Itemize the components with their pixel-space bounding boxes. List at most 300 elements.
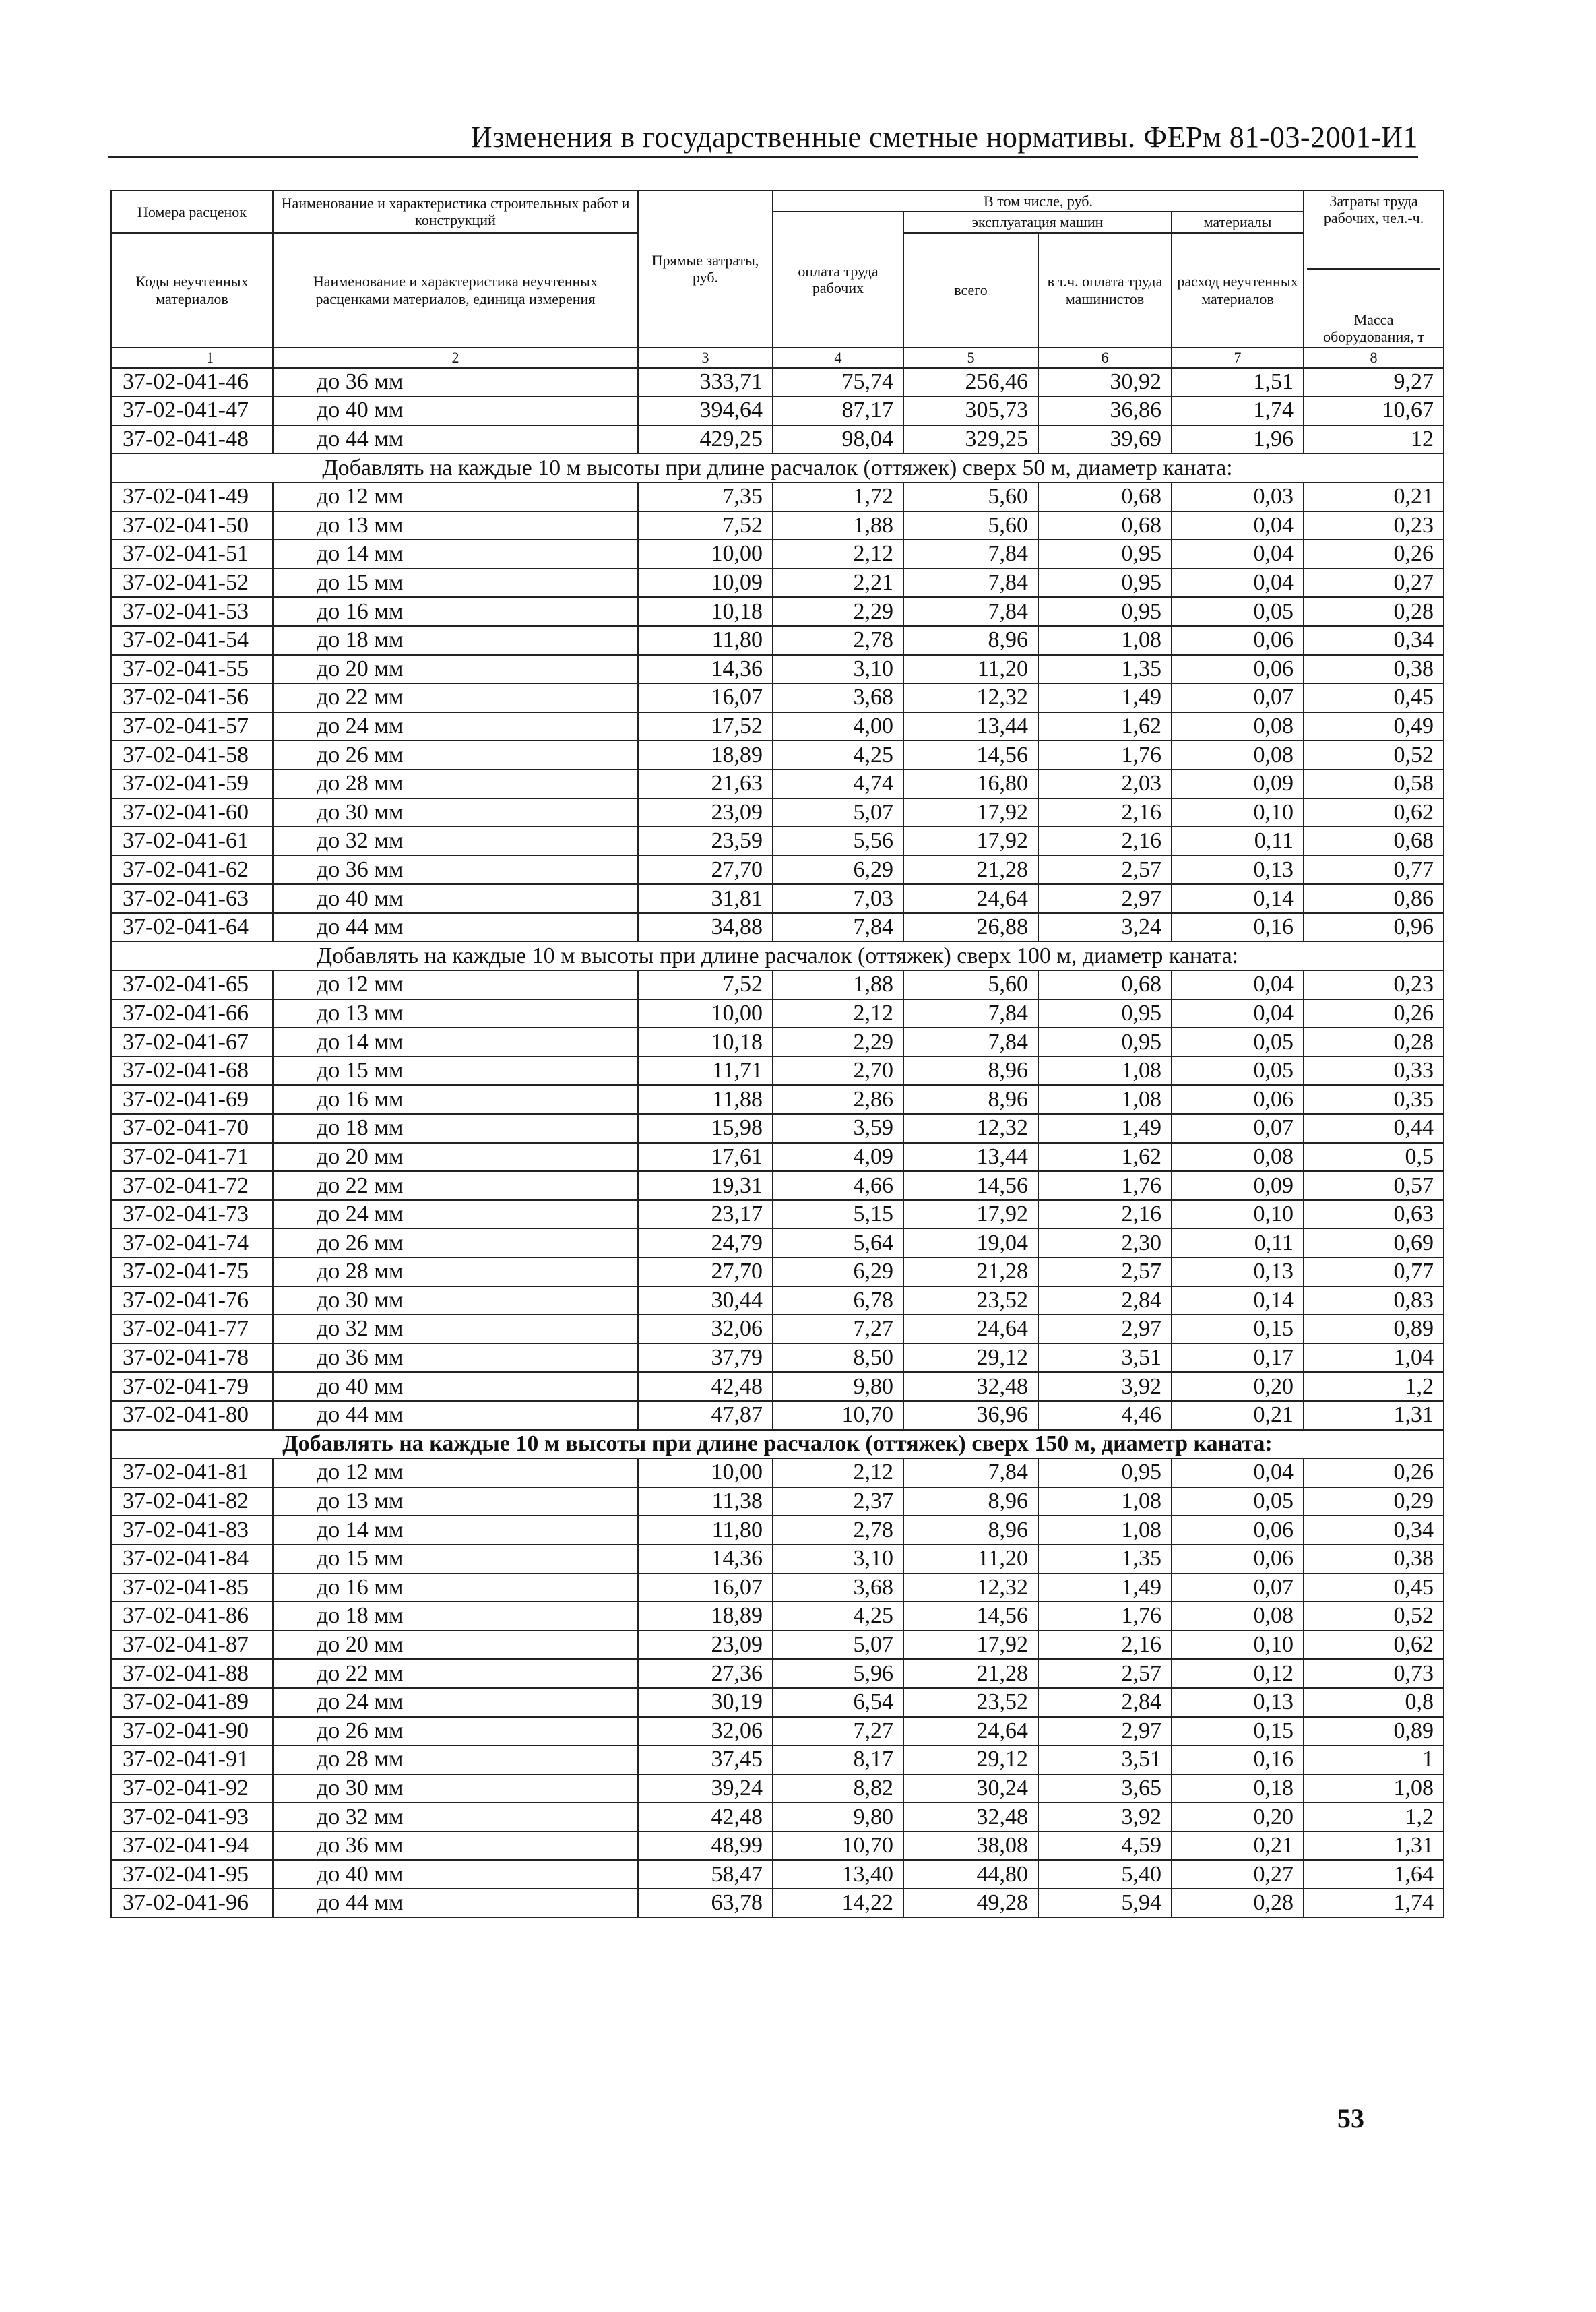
materials-cell: 0,06 xyxy=(1172,1516,1304,1544)
worker-pay-cell: 5,07 xyxy=(773,799,903,827)
materials-cell: 0,05 xyxy=(1172,597,1304,626)
labor-cell: 0,77 xyxy=(1304,1257,1444,1286)
worker-pay-cell: 1,72 xyxy=(773,482,903,511)
machinists-pay-cell: 3,51 xyxy=(1038,1344,1172,1373)
rate-code-cell: 37-02-041-92 xyxy=(111,1774,273,1803)
direct-costs-cell: 47,87 xyxy=(638,1401,773,1430)
materials-cell: 0,07 xyxy=(1172,683,1304,712)
direct-costs-cell: 7,52 xyxy=(638,511,773,540)
machinists-pay-cell: 1,08 xyxy=(1038,1057,1172,1086)
table-row xyxy=(111,1286,1444,1315)
labor-cell: 0,52 xyxy=(1304,1602,1444,1631)
table-row xyxy=(111,1028,1444,1057)
rate-code-cell: 37-02-041-89 xyxy=(111,1688,273,1717)
labor-cell: 0,63 xyxy=(1304,1200,1444,1229)
worker-pay-cell: 3,10 xyxy=(773,1544,903,1573)
machinists-pay-cell: 1,62 xyxy=(1038,712,1172,741)
materials-cell: 0,05 xyxy=(1172,1487,1304,1516)
column-number: 7 xyxy=(1172,348,1304,368)
worker-pay-cell: 2,21 xyxy=(773,569,903,598)
materials-cell: 0,08 xyxy=(1172,741,1304,770)
materials-cell: 0,04 xyxy=(1172,540,1304,569)
table-row xyxy=(111,1717,1444,1746)
column-number: 1 xyxy=(111,348,273,368)
item-name-cell: до 24 мм xyxy=(273,1688,638,1717)
rate-code-cell: 37-02-041-57 xyxy=(111,712,273,741)
header-material-use: расход неучтенных материалов xyxy=(1172,233,1304,348)
rate-code-cell: 37-02-041-48 xyxy=(111,425,273,454)
item-name-cell: до 44 мм xyxy=(273,425,638,454)
materials-cell: 0,12 xyxy=(1172,1659,1304,1688)
labor-cell: 0,58 xyxy=(1304,770,1444,799)
worker-pay-cell: 6,29 xyxy=(773,856,903,885)
materials-cell: 0,13 xyxy=(1172,1688,1304,1717)
table-row xyxy=(111,1114,1444,1143)
labor-cell: 1,08 xyxy=(1304,1774,1444,1803)
item-name-cell: до 28 мм xyxy=(273,1745,638,1774)
rate-code-cell: 37-02-041-84 xyxy=(111,1544,273,1573)
direct-costs-cell: 30,44 xyxy=(638,1286,773,1315)
materials-cell: 0,07 xyxy=(1172,1573,1304,1602)
labor-cell: 0,35 xyxy=(1304,1085,1444,1114)
machines-total-cell: 21,28 xyxy=(903,1659,1038,1688)
worker-pay-cell: 9,80 xyxy=(773,1372,903,1401)
table-row xyxy=(111,1085,1444,1114)
direct-costs-cell: 10,09 xyxy=(638,569,773,598)
table-row xyxy=(111,396,1444,425)
item-name-cell: до 22 мм xyxy=(273,1171,638,1200)
rate-code-cell: 37-02-041-66 xyxy=(111,999,273,1028)
direct-costs-cell: 333,71 xyxy=(638,368,773,397)
item-name-cell: до 22 мм xyxy=(273,683,638,712)
labor-cell: 0,38 xyxy=(1304,655,1444,684)
direct-costs-cell: 23,17 xyxy=(638,1200,773,1229)
materials-cell: 1,96 xyxy=(1172,425,1304,454)
worker-pay-cell: 3,68 xyxy=(773,683,903,712)
materials-cell: 0,05 xyxy=(1172,1057,1304,1086)
machinists-pay-cell: 1,35 xyxy=(1038,655,1172,684)
table-row xyxy=(111,1057,1444,1086)
machinists-pay-cell: 2,57 xyxy=(1038,856,1172,885)
item-name-cell: до 16 мм xyxy=(273,597,638,626)
machinists-pay-cell: 3,24 xyxy=(1038,913,1172,942)
machinists-pay-cell: 3,51 xyxy=(1038,1745,1172,1774)
rate-code-cell: 37-02-041-96 xyxy=(111,1889,273,1918)
machines-total-cell: 26,88 xyxy=(903,913,1038,942)
machines-total-cell: 5,60 xyxy=(903,482,1038,511)
direct-costs-cell: 58,47 xyxy=(638,1860,773,1889)
item-name-cell: до 26 мм xyxy=(273,1717,638,1746)
direct-costs-cell: 7,52 xyxy=(638,970,773,999)
machinists-pay-cell: 1,76 xyxy=(1038,1602,1172,1631)
machinists-pay-cell: 3,65 xyxy=(1038,1774,1172,1803)
direct-costs-cell: 7,35 xyxy=(638,482,773,511)
item-name-cell: до 36 мм xyxy=(273,856,638,885)
machinists-pay-cell: 2,97 xyxy=(1038,884,1172,913)
worker-pay-cell: 7,03 xyxy=(773,884,903,913)
rate-code-cell: 37-02-041-85 xyxy=(111,1573,273,1602)
table-row xyxy=(111,511,1444,540)
machinists-pay-cell: 1,08 xyxy=(1038,1085,1172,1114)
rate-code-cell: 37-02-041-67 xyxy=(111,1028,273,1057)
direct-costs-cell: 429,25 xyxy=(638,425,773,454)
machinists-pay-cell: 1,62 xyxy=(1038,1143,1172,1172)
item-name-cell: до 14 мм xyxy=(273,1516,638,1544)
item-name-cell: до 14 мм xyxy=(273,1028,638,1057)
machines-total-cell: 8,96 xyxy=(903,626,1038,655)
direct-costs-cell: 10,00 xyxy=(638,1458,773,1487)
direct-costs-cell: 24,79 xyxy=(638,1228,773,1257)
rate-code-cell: 37-02-041-62 xyxy=(111,856,273,885)
labor-cell: 1,64 xyxy=(1304,1860,1444,1889)
rates-table xyxy=(110,190,1444,1918)
table-row xyxy=(111,827,1444,856)
worker-pay-cell: 14,22 xyxy=(773,1889,903,1918)
machines-total-cell: 7,84 xyxy=(903,1028,1038,1057)
machines-total-cell: 32,48 xyxy=(903,1372,1038,1401)
worker-pay-cell: 2,78 xyxy=(773,626,903,655)
table-row xyxy=(111,425,1444,454)
machines-total-cell: 17,92 xyxy=(903,1631,1038,1660)
table-row xyxy=(111,1344,1444,1373)
worker-pay-cell: 10,70 xyxy=(773,1832,903,1861)
worker-pay-cell: 75,74 xyxy=(773,368,903,397)
materials-cell: 0,04 xyxy=(1172,970,1304,999)
direct-costs-cell: 27,36 xyxy=(638,1659,773,1688)
direct-costs-cell: 31,81 xyxy=(638,884,773,913)
machinists-pay-cell: 2,03 xyxy=(1038,770,1172,799)
materials-cell: 0,09 xyxy=(1172,1171,1304,1200)
item-name-cell: до 28 мм xyxy=(273,770,638,799)
worker-pay-cell: 2,29 xyxy=(773,1028,903,1057)
table-row xyxy=(111,1774,1444,1803)
materials-cell: 0,20 xyxy=(1172,1803,1304,1832)
machinists-pay-cell: 2,97 xyxy=(1038,1717,1172,1746)
labor-cell: 1,2 xyxy=(1304,1803,1444,1832)
column-number: 4 xyxy=(773,348,903,368)
header-equipment-mass: Масса оборудования, т xyxy=(1323,311,1424,346)
direct-costs-cell: 11,88 xyxy=(638,1085,773,1114)
item-name-cell: до 26 мм xyxy=(273,741,638,770)
item-name-cell: до 32 мм xyxy=(273,1803,638,1832)
labor-cell: 0,73 xyxy=(1304,1659,1444,1688)
labor-cell: 1,04 xyxy=(1304,1344,1444,1373)
direct-costs-cell: 10,00 xyxy=(638,999,773,1028)
worker-pay-cell: 3,59 xyxy=(773,1114,903,1143)
rate-code-cell: 37-02-041-68 xyxy=(111,1057,273,1086)
labor-cell: 0,28 xyxy=(1304,1028,1444,1057)
machines-total-cell: 305,73 xyxy=(903,396,1038,425)
machinists-pay-cell: 1,08 xyxy=(1038,626,1172,655)
rate-code-cell: 37-02-041-86 xyxy=(111,1602,273,1631)
worker-pay-cell: 10,70 xyxy=(773,1401,903,1430)
materials-cell: 0,10 xyxy=(1172,1200,1304,1229)
machines-total-cell: 29,12 xyxy=(903,1344,1038,1373)
worker-pay-cell: 2,29 xyxy=(773,597,903,626)
machinists-pay-cell: 0,95 xyxy=(1038,1458,1172,1487)
item-name-cell: до 32 мм xyxy=(273,1315,638,1344)
rate-code-cell: 37-02-041-60 xyxy=(111,799,273,827)
machines-total-cell: 12,32 xyxy=(903,1573,1038,1602)
item-name-cell: до 44 мм xyxy=(273,1889,638,1918)
machinists-pay-cell: 1,76 xyxy=(1038,741,1172,770)
direct-costs-cell: 11,38 xyxy=(638,1487,773,1516)
rate-code-cell: 37-02-041-69 xyxy=(111,1085,273,1114)
machines-total-cell: 38,08 xyxy=(903,1832,1038,1861)
labor-cell: 0,62 xyxy=(1304,1631,1444,1660)
worker-pay-cell: 98,04 xyxy=(773,425,903,454)
item-name-cell: до 36 мм xyxy=(273,1344,638,1373)
direct-costs-cell: 10,00 xyxy=(638,540,773,569)
direct-costs-cell: 37,79 xyxy=(638,1344,773,1373)
table-row xyxy=(111,569,1444,598)
table-row xyxy=(111,1860,1444,1889)
machines-total-cell: 32,48 xyxy=(903,1803,1038,1832)
rate-code-cell: 37-02-041-90 xyxy=(111,1717,273,1746)
worker-pay-cell: 5,64 xyxy=(773,1228,903,1257)
worker-pay-cell: 8,82 xyxy=(773,1774,903,1803)
table-row xyxy=(111,1889,1444,1918)
labor-cell: 0,8 xyxy=(1304,1688,1444,1717)
labor-cell: 12 xyxy=(1304,425,1444,454)
table-row xyxy=(111,1659,1444,1688)
direct-costs-cell: 17,52 xyxy=(638,712,773,741)
table-row xyxy=(111,368,1444,397)
table-row xyxy=(111,1171,1444,1200)
machines-total-cell: 14,56 xyxy=(903,1602,1038,1631)
item-name-cell: до 40 мм xyxy=(273,884,638,913)
materials-cell: 0,04 xyxy=(1172,999,1304,1028)
rate-code-cell: 37-02-041-47 xyxy=(111,396,273,425)
labor-cell: 0,44 xyxy=(1304,1114,1444,1143)
table-row xyxy=(111,1315,1444,1344)
table-row xyxy=(111,540,1444,569)
section-heading-row xyxy=(111,1430,1444,1459)
direct-costs-cell: 10,18 xyxy=(638,597,773,626)
item-name-cell: до 16 мм xyxy=(273,1573,638,1602)
materials-cell: 0,07 xyxy=(1172,1114,1304,1143)
materials-cell: 1,51 xyxy=(1172,368,1304,397)
materials-cell: 0,28 xyxy=(1172,1889,1304,1918)
table-row xyxy=(111,482,1444,511)
worker-pay-cell: 5,56 xyxy=(773,827,903,856)
direct-costs-cell: 32,06 xyxy=(638,1315,773,1344)
direct-costs-cell: 14,36 xyxy=(638,655,773,684)
table-row xyxy=(111,1200,1444,1229)
worker-pay-cell: 7,27 xyxy=(773,1315,903,1344)
machinists-pay-cell: 0,68 xyxy=(1038,482,1172,511)
materials-cell: 0,09 xyxy=(1172,770,1304,799)
rate-code-cell: 37-02-041-49 xyxy=(111,482,273,511)
item-name-cell: до 30 мм xyxy=(273,1286,638,1315)
direct-costs-cell: 11,71 xyxy=(638,1057,773,1086)
worker-pay-cell: 4,25 xyxy=(773,1602,903,1631)
materials-cell: 0,27 xyxy=(1172,1860,1304,1889)
item-name-cell: до 13 мм xyxy=(273,999,638,1028)
table-row xyxy=(111,1832,1444,1861)
table-row xyxy=(111,1143,1444,1172)
machinists-pay-cell: 1,35 xyxy=(1038,1544,1172,1573)
machinists-pay-cell: 1,08 xyxy=(1038,1516,1172,1544)
table-row xyxy=(111,913,1444,942)
labor-cell: 0,45 xyxy=(1304,683,1444,712)
machinists-pay-cell: 2,16 xyxy=(1038,1200,1172,1229)
machines-total-cell: 17,92 xyxy=(903,1200,1038,1229)
table-row xyxy=(111,1688,1444,1717)
machinists-pay-cell: 2,97 xyxy=(1038,1315,1172,1344)
machines-total-cell: 21,28 xyxy=(903,856,1038,885)
machinists-pay-cell: 1,49 xyxy=(1038,1114,1172,1143)
table-row xyxy=(111,1257,1444,1286)
rate-code-cell: 37-02-041-59 xyxy=(111,770,273,799)
machinists-pay-cell: 0,95 xyxy=(1038,597,1172,626)
machines-total-cell: 16,80 xyxy=(903,770,1038,799)
machinists-pay-cell: 1,49 xyxy=(1038,683,1172,712)
labor-cell: 0,69 xyxy=(1304,1228,1444,1257)
materials-cell: 0,16 xyxy=(1172,1745,1304,1774)
machinists-pay-cell: 1,76 xyxy=(1038,1171,1172,1200)
labor-cell: 1,74 xyxy=(1304,1889,1444,1918)
labor-cell: 0,62 xyxy=(1304,799,1444,827)
labor-cell: 0,86 xyxy=(1304,884,1444,913)
machines-total-cell: 11,20 xyxy=(903,655,1038,684)
direct-costs-cell: 11,80 xyxy=(638,626,773,655)
item-name-cell: до 15 мм xyxy=(273,1057,638,1086)
item-name-cell: до 16 мм xyxy=(273,1085,638,1114)
direct-costs-cell: 16,07 xyxy=(638,683,773,712)
item-name-cell: до 44 мм xyxy=(273,913,638,942)
table-row xyxy=(111,799,1444,827)
machinists-pay-cell: 5,94 xyxy=(1038,1889,1172,1918)
machinists-pay-cell: 2,57 xyxy=(1038,1659,1172,1688)
machinists-pay-cell: 36,86 xyxy=(1038,396,1172,425)
worker-pay-cell: 1,88 xyxy=(773,970,903,999)
direct-costs-cell: 42,48 xyxy=(638,1803,773,1832)
rate-code-cell: 37-02-041-63 xyxy=(111,884,273,913)
materials-cell: 0,06 xyxy=(1172,1085,1304,1114)
labor-cell: 0,29 xyxy=(1304,1487,1444,1516)
machines-total-cell: 256,46 xyxy=(903,368,1038,397)
labor-cell: 0,89 xyxy=(1304,1315,1444,1344)
machines-total-cell: 12,32 xyxy=(903,683,1038,712)
machinists-pay-cell: 2,30 xyxy=(1038,1228,1172,1257)
labor-cell: 0,34 xyxy=(1304,626,1444,655)
table-row xyxy=(111,856,1444,885)
worker-pay-cell: 6,78 xyxy=(773,1286,903,1315)
materials-cell: 0,03 xyxy=(1172,482,1304,511)
rate-code-cell: 37-02-041-72 xyxy=(111,1171,273,1200)
machines-total-cell: 8,96 xyxy=(903,1487,1038,1516)
header-labor-mass xyxy=(1304,191,1444,348)
materials-cell: 0,20 xyxy=(1172,1372,1304,1401)
header-codes: Коды неучтенных материалов xyxy=(111,233,273,348)
labor-cell: 0,26 xyxy=(1304,1458,1444,1487)
machinists-pay-cell: 5,40 xyxy=(1038,1860,1172,1889)
rate-code-cell: 37-02-041-94 xyxy=(111,1832,273,1861)
machinists-pay-cell: 2,16 xyxy=(1038,827,1172,856)
table-row xyxy=(111,1803,1444,1832)
materials-cell: 0,17 xyxy=(1172,1344,1304,1373)
header-rates-no: Номера расценок xyxy=(111,191,273,233)
machinists-pay-cell: 3,92 xyxy=(1038,1372,1172,1401)
machines-total-cell: 5,60 xyxy=(903,970,1038,999)
worker-pay-cell: 2,37 xyxy=(773,1487,903,1516)
materials-cell: 0,14 xyxy=(1172,1286,1304,1315)
item-name-cell: до 32 мм xyxy=(273,827,638,856)
worker-pay-cell: 4,25 xyxy=(773,741,903,770)
labor-cell: 1,31 xyxy=(1304,1832,1444,1861)
worker-pay-cell: 4,66 xyxy=(773,1171,903,1200)
rate-code-cell: 37-02-041-75 xyxy=(111,1257,273,1286)
labor-cell: 9,27 xyxy=(1304,368,1444,397)
item-name-cell: до 12 мм xyxy=(273,970,638,999)
table-row xyxy=(111,741,1444,770)
labor-cell: 0,68 xyxy=(1304,827,1444,856)
rate-code-cell: 37-02-041-81 xyxy=(111,1458,273,1487)
materials-cell: 0,04 xyxy=(1172,569,1304,598)
labor-cell: 0,27 xyxy=(1304,569,1444,598)
direct-costs-cell: 18,89 xyxy=(638,1602,773,1631)
labor-cell: 0,28 xyxy=(1304,597,1444,626)
rate-code-cell: 37-02-041-71 xyxy=(111,1143,273,1172)
machines-total-cell: 7,84 xyxy=(903,569,1038,598)
machinists-pay-cell: 0,95 xyxy=(1038,1028,1172,1057)
worker-pay-cell: 2,86 xyxy=(773,1085,903,1114)
direct-costs-cell: 14,36 xyxy=(638,1544,773,1573)
materials-cell: 0,04 xyxy=(1172,511,1304,540)
direct-costs-cell: 17,61 xyxy=(638,1143,773,1172)
direct-costs-cell: 19,31 xyxy=(638,1171,773,1200)
worker-pay-cell: 9,80 xyxy=(773,1803,903,1832)
direct-costs-cell: 63,78 xyxy=(638,1889,773,1918)
worker-pay-cell: 1,88 xyxy=(773,511,903,540)
worker-pay-cell: 5,07 xyxy=(773,1631,903,1660)
header-labor-divider xyxy=(1307,268,1440,270)
materials-cell: 0,16 xyxy=(1172,913,1304,942)
rate-code-cell: 37-02-041-74 xyxy=(111,1228,273,1257)
materials-cell: 0,06 xyxy=(1172,1544,1304,1573)
rate-code-cell: 37-02-041-52 xyxy=(111,569,273,598)
table-row xyxy=(111,1745,1444,1774)
materials-cell: 0,14 xyxy=(1172,884,1304,913)
table-row xyxy=(111,1516,1444,1544)
column-number: 2 xyxy=(273,348,638,368)
labor-cell: 1 xyxy=(1304,1745,1444,1774)
rate-code-cell: 37-02-041-61 xyxy=(111,827,273,856)
machinists-pay-cell: 0,95 xyxy=(1038,540,1172,569)
labor-cell: 0,23 xyxy=(1304,970,1444,999)
rate-code-cell: 37-02-041-50 xyxy=(111,511,273,540)
item-name-cell: до 20 мм xyxy=(273,1143,638,1172)
worker-pay-cell: 3,68 xyxy=(773,1573,903,1602)
worker-pay-cell: 3,10 xyxy=(773,655,903,684)
rate-code-cell: 37-02-041-51 xyxy=(111,540,273,569)
machines-total-cell: 329,25 xyxy=(903,425,1038,454)
worker-pay-cell: 5,96 xyxy=(773,1659,903,1688)
item-name-cell: до 20 мм xyxy=(273,655,638,684)
table-row xyxy=(111,683,1444,712)
column-number: 3 xyxy=(638,348,773,368)
materials-cell: 0,06 xyxy=(1172,655,1304,684)
machines-total-cell: 21,28 xyxy=(903,1257,1038,1286)
rate-code-cell: 37-02-041-65 xyxy=(111,970,273,999)
machinists-pay-cell: 2,57 xyxy=(1038,1257,1172,1286)
machines-total-cell: 14,56 xyxy=(903,741,1038,770)
direct-costs-cell: 27,70 xyxy=(638,1257,773,1286)
header-direct-costs: Прямые затраты, руб. xyxy=(638,191,773,348)
direct-costs-cell: 18,89 xyxy=(638,741,773,770)
machinists-pay-cell: 0,68 xyxy=(1038,970,1172,999)
